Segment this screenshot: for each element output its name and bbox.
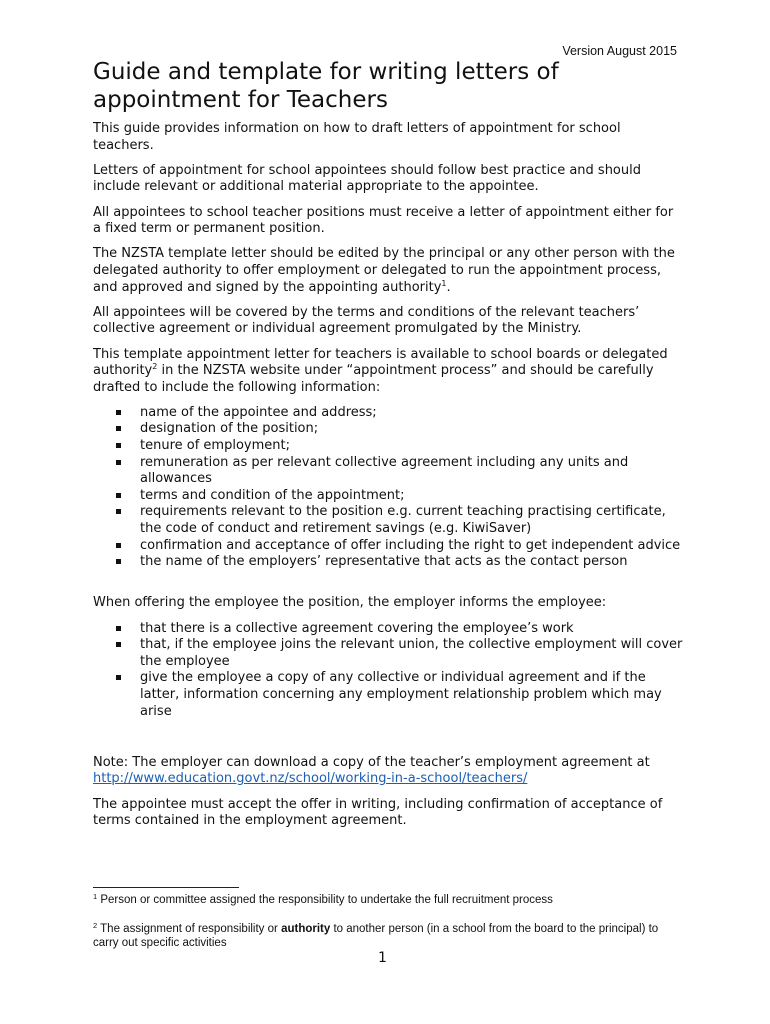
list-item: requirements relevant to the position e.g. current teaching practising certificate, the code of conduct and retirement savings (e.g. KiwiSaver) xyxy=(93,504,683,537)
footnote-ref-2[interactable]: 2 xyxy=(152,362,158,372)
footnote-separator xyxy=(93,887,239,888)
list-item: confirmation and acceptance of offer including the right to get independent advice xyxy=(93,538,683,555)
footnote-2-text-a: The assignment of responsibility or xyxy=(97,922,282,935)
version-label: Version August 2015 xyxy=(562,44,677,58)
document-body xyxy=(93,121,683,838)
list-item: designation of the position; xyxy=(93,421,683,438)
note-text: Note: The employer can download a copy of the teacher’s employment agreement at xyxy=(93,754,650,770)
footnote-2 xyxy=(93,922,683,951)
footnote-ref-1[interactable]: 1 xyxy=(441,278,447,288)
spacer xyxy=(93,579,683,595)
footnote-1-text: Person or committee assigned the responsibility to undertake the full recruitment process xyxy=(97,894,553,906)
list-item: that, if the employee joins the relevant union, the collective employment will cover the employee xyxy=(93,637,683,670)
footnote-2-text-b: to another person (in a school from the board to the principal) to carry out specific activities xyxy=(93,922,659,949)
note-paragraph xyxy=(93,755,683,788)
employer-obligations-list xyxy=(93,621,683,721)
list-item: the name of the employers’ representative that acts as the contact person xyxy=(93,554,683,571)
intro-paragraph: This guide provides information on how to draft letters of appointment for school teachers. xyxy=(93,121,621,153)
template-availability-paragraph xyxy=(93,347,683,397)
acceptance-paragraph: The appointee must accept the offer in writing, including confirmation of acceptance of terms contained in the employment agreement. xyxy=(93,796,663,829)
footnote-1-number: 1 xyxy=(93,892,98,901)
letter-requirement-paragraph: All appointees to school teacher positions must receive a letter of appointment either for a fixed term or permanent position. xyxy=(93,204,674,237)
list-item: remuneration as per relevant collective agreement including any units and allowances xyxy=(93,455,683,488)
template-edit-paragraph xyxy=(93,246,683,296)
list-item: give the employee a copy of any collective or individual agreement and if the latter, information concerning any employment relationship problem which may arise xyxy=(93,670,683,720)
footnote-1 xyxy=(93,893,683,908)
footnotes xyxy=(93,893,683,965)
template-availability-text-a: This template appointment letter for teachers is available to school boards or delegated authority xyxy=(93,346,668,379)
document-title: Guide and template for writing letters of appointment for Teachers xyxy=(93,59,559,113)
education-website-link[interactable]: http://www.education.govt.nz/school/working-in-a-school/teachers/ xyxy=(93,771,528,787)
list-item: tenure of employment; xyxy=(93,438,683,455)
list-item: name of the appointee and address; xyxy=(93,405,683,422)
information-list xyxy=(93,405,683,571)
template-edit-end: . xyxy=(446,279,451,295)
page-number: 1 xyxy=(378,950,387,966)
best-practice-paragraph: Letters of appointment for school appointees should follow best practice and should include relevant or additional material appropriate to the appointee. xyxy=(93,162,641,195)
template-availability-text-b: in the NZSTA website under “appointment process” and should be carefully drafted to include the following information: xyxy=(93,363,654,395)
template-edit-text: The NZSTA template letter should be edited by the principal or any other person with the delegated authority to offer employment or delegated to run the appointment process, and approved and signed by the appointing authority xyxy=(93,246,675,295)
list-item: that there is a collective agreement covering the employee’s work xyxy=(93,621,683,638)
footnote-2-number: 2 xyxy=(93,920,98,930)
list-item: terms and condition of the appointment; xyxy=(93,488,683,505)
footnote-2-bold: authority xyxy=(281,922,331,935)
employer-informs-paragraph: When offering the employee the position, the employer informs the employee: xyxy=(93,595,607,611)
spacer xyxy=(93,729,683,755)
coverage-paragraph: All appointees will be covered by the terms and conditions of the relevant teachers’ collective agreement or individual agreement promulgated by the Ministry. xyxy=(93,304,640,337)
